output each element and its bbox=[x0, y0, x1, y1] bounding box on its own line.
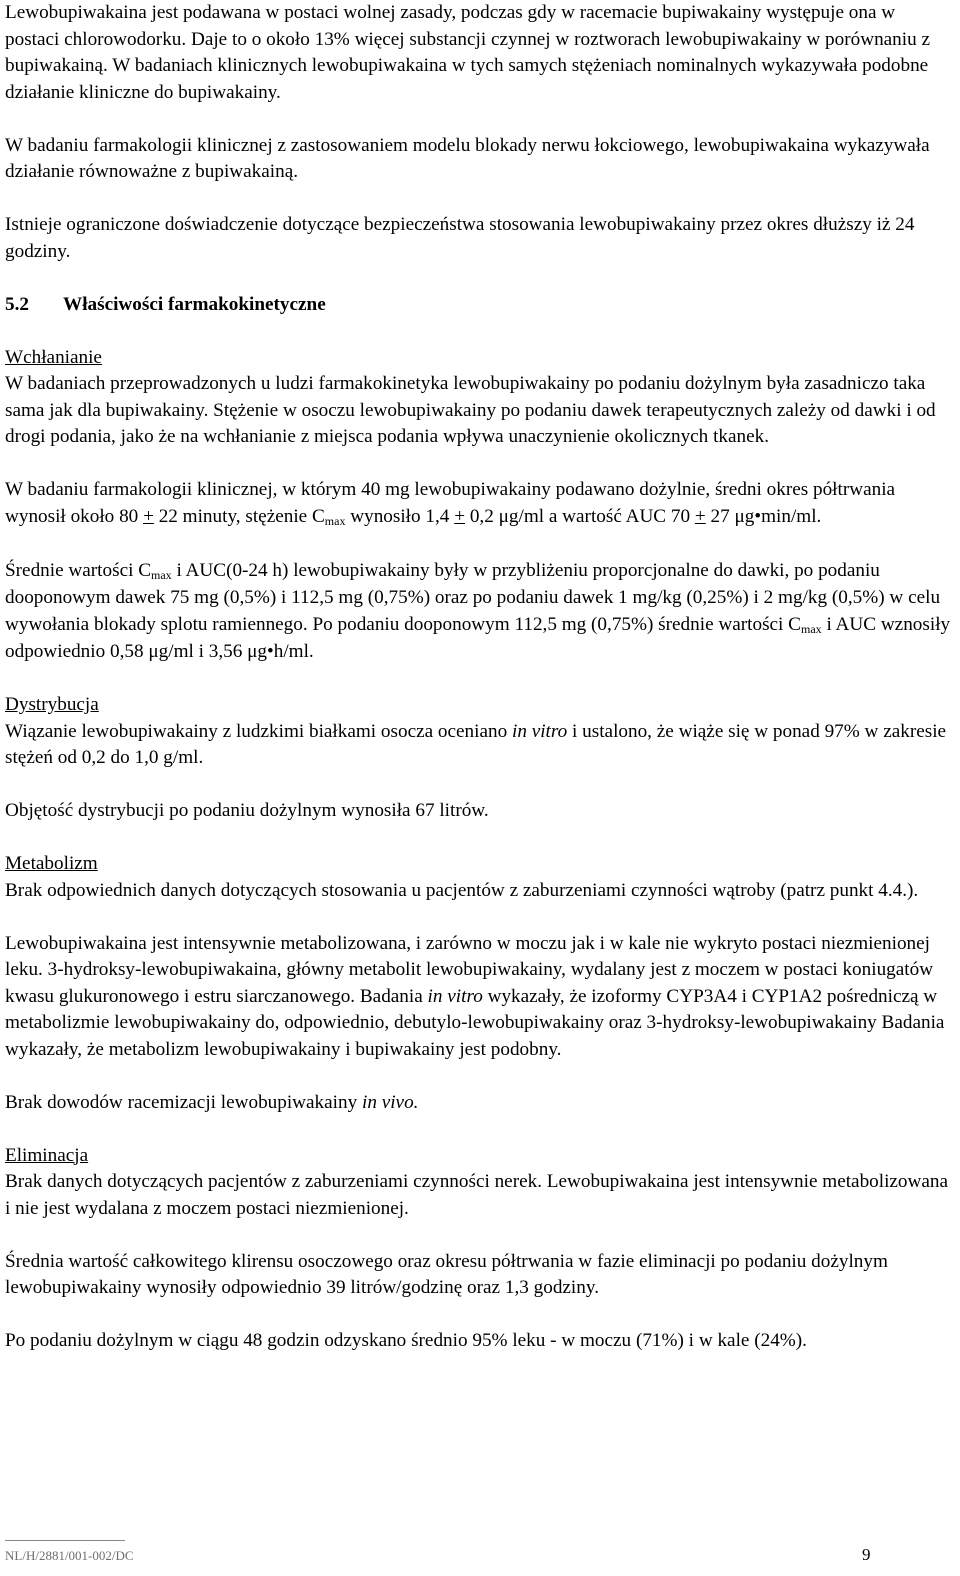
section-number: 5.2 bbox=[5, 293, 29, 315]
absorption-paragraph-2 bbox=[5, 477, 953, 531]
distribution-paragraph-2: Objętość dystrybucji po podaniu dożylnym wynosiła 67 litrów. bbox=[5, 800, 489, 821]
metabolism-paragraph-3 bbox=[5, 1090, 953, 1117]
page-number: 9 bbox=[862, 1545, 871, 1564]
elimination-paragraph-1: Brak danych dotyczących pacjentów z zaburzeniami czynności nerek. Lewobupiwakaina jest intensywnie metabolizowana i nie jest wydalana z moczem postaci niezmienionej. bbox=[5, 1171, 949, 1219]
italic-text: in vivo. bbox=[361, 1091, 419, 1113]
plus-minus-sign: + bbox=[694, 505, 706, 527]
intro-paragraph-2: W badaniu farmakologii klinicznej z zastosowaniem modelu blokady nerwu łokciowego, lewobupiwakaina wykazywała działanie równoważne z bupiwakainą. bbox=[5, 134, 930, 182]
text-run: Lewobupiwakaina jest intensywnie metabolizowana, i zarówno w moczu jak i w kale nie wykryto postaci niezmienionej leku. 3-hydroksy-lewobupiwakaina, główny metabolit lewobupiwakainy, wydalany jest z moczem w postaci koniugatów kwasu glukuronowego i estru siarczanowego. Badania bbox=[5, 932, 934, 1007]
italic-text: in vitro bbox=[427, 985, 483, 1007]
plus-minus-sign: + bbox=[454, 505, 466, 527]
document-page bbox=[5, 0, 953, 1355]
text-run: 27 μg•min/ml. bbox=[705, 505, 822, 527]
metabolism-paragraph-2 bbox=[5, 931, 953, 1064]
plus-minus-sign: + bbox=[143, 505, 154, 527]
subscript-max: max bbox=[800, 621, 822, 636]
text-run: i AUC(0-24 h) lewobupiwakainy były w przybliżeniu proporcjonalne do dawki, po podaniu dooponowym dawek 75 mg (0,5%) i 112,5 mg (0,75%) oraz po podaniu dawek 1 mg/kg (0,25%) i 2 mg/kg (0,5%) w celu wywołania blokady splotu ramiennego. Po podaniu dooponowym 112,5 mg (0,75%) średnie wartości C bbox=[5, 559, 941, 635]
metabolism-paragraph-1: Brak odpowiednich danych dotyczących stosowania u pacjentów z zaburzeniami czynności wątroby (patrz punkt 4.4.). bbox=[5, 879, 919, 901]
subscript-max: max bbox=[151, 567, 172, 582]
intro-paragraph-1: Lewobupiwakaina jest podawana w postaci wolnej zasady, podczas gdy w racemacie bupiwakainy występuje ona w postaci chlorowodorku. Daje to o około 13% więcej substancji czynnej w roztworach lewobupiwakainy w porównaniu z bupiwakainą. W badaniach klinicznych lewobupiwakaina w tych samych stężeniach nominalnych wykazywała podobne działanie kliniczne do bupiwakainy. bbox=[5, 2, 931, 103]
text-run: W badaniu farmakologii klinicznej, w którym 40 mg lewobupiwakainy podawano dożylnie, średni okres półtrwania wynosił około 80 bbox=[5, 479, 896, 527]
text-run: 0,2 μg/ml a wartość AUC 70 bbox=[465, 505, 695, 527]
text-run: Średnie wartości C bbox=[5, 559, 152, 581]
text-run: wynosiło 1,4 bbox=[345, 505, 455, 527]
text-run: Wiązanie lewobupiwakainy z ludzkimi białkami osocza oceniano bbox=[5, 720, 512, 742]
text-run: wykazały, że izoformy CYP3A4 i CYP1A2 pośredniczą w metabolizmie lewobupiwakainy do, odpowiednio, debutylo-lewobupiwakainy oraz 3-hydroksy-lewobupiwakainy Badania wykazały, że metabolizm lewobupiwakainy i bupiwakainy jest podobny. bbox=[5, 985, 945, 1060]
subheading-distribution: Dystrybucja bbox=[5, 694, 99, 715]
italic-text: in vitro bbox=[511, 720, 568, 742]
absorption-paragraph-3 bbox=[5, 558, 953, 666]
subheading-absorption: Wchłanianie bbox=[5, 346, 102, 368]
text-run: 22 minuty, stężenie C bbox=[153, 505, 325, 527]
text-run: i ustalono, że wiąże się w ponad 97% w zakresie stężeń od 0,2 do 1,0 g/ml. bbox=[5, 720, 947, 768]
section-heading bbox=[5, 292, 953, 319]
subscript-max: max bbox=[324, 513, 346, 528]
subheading-elimination: Eliminacja bbox=[5, 1144, 89, 1166]
section-title: Właściwości farmakokinetyczne bbox=[63, 293, 326, 315]
text-run: i AUC wznosiły odpowiednio 0,58 μg/ml i 3,56 μg•h/ml. bbox=[5, 613, 951, 662]
footer-divider bbox=[5, 1540, 125, 1541]
elimination-paragraph-3: Po podaniu dożylnym w ciągu 48 godzin odzyskano średnio 95% leku - w moczu (71%) i w kale (24%). bbox=[5, 1330, 807, 1351]
distribution-paragraph-1 bbox=[5, 719, 953, 772]
elimination-paragraph-2: Średnia wartość całkowitego klirensu osoczowego oraz okresu półtrwania w fazie eliminacji po podaniu dożylnym lewobupiwakainy wynosiły odpowiednio 39 litrów/godzinę oraz 1,3 godziny. bbox=[5, 1250, 888, 1298]
subheading-metabolism: Metabolizm bbox=[5, 853, 98, 874]
document-code: NL/H/2881/001-002/DC bbox=[5, 1548, 134, 1563]
page-footer bbox=[5, 1540, 890, 1576]
intro-paragraph-3: Istnieje ograniczone doświadczenie dotyczące bezpieczeństwa stosowania lewobupiwakainy przez okres dłuższy iż 24 godziny. bbox=[5, 214, 915, 262]
absorption-paragraph-1: W badaniach przeprowadzonych u ludzi farmakokinetyka lewobupiwakainy po podaniu dożylnym była zasadniczo taka sama jak dla bupiwakainy. Stężenie w osoczu lewobupiwakainy po podaniu dawek terapeutycznych zależy od dawki i od drogi podania, jako że na wchłanianie z miejsca podania wpływa unaczynienie okolicznych tkanek. bbox=[5, 373, 936, 447]
text-run: Brak dowodów racemizacji lewobupiwakainy bbox=[5, 1091, 362, 1113]
